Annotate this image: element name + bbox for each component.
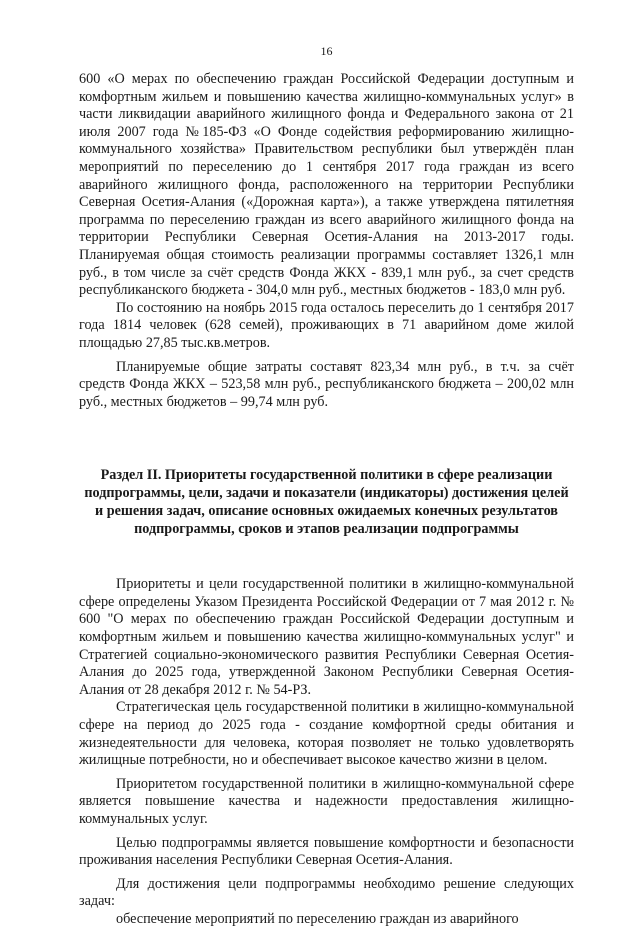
- paragraph-planned-costs: Планируемые общие затраты составят 823,34 млн руб., в т.ч. за счёт средств Фонда ЖКХ – 523,58 млн руб., республиканского бюджета – 200,02 млн руб., местных бюджетов – 99,74 млн руб.: [79, 358, 574, 410]
- paragraph-priorities: Приоритеты и цели государственной политики в жилищно-коммунальной сфере определены Указом Президента Российской Федерации от 7 мая 2012 г. № 600 "О мерах по обеспечению граждан Российской Федерации доступным и комфортным жильем и повышению качества жилищно-коммунальных услуг" и Стратегией социально-экономического развития Республики Северная Осетия-Алания до 2025 года, утвержденной Законом Республики Северная Осетия-Алания от 28 декабря 2012 г. № 54-РЗ.: [79, 576, 574, 698]
- paragraph-strategic-goal: Стратегическая цель государственной политики в жилищно-коммунальной сфере на период до 2025 года - создание комфортной среды обитания и жизнедеятельности для человека, которая позволяет не только удовлетворять жилищные потребности, но и обеспечивает высокое качество жизни в целом.: [79, 699, 574, 769]
- paragraph-task-item: обеспечение мероприятий по переселению граждан из аварийного: [116, 910, 519, 927]
- paragraph-remaining-resettlement: По состоянию на ноябрь 2015 года осталось переселить до 1 сентября 2017 года 1814 человек (628 семей), проживающих в 71 аварийном доме жилой площадью 27,85 тыс.кв.метров.: [79, 299, 574, 351]
- paragraph-tasks-intro: Для достижения цели подпрограммы необходимо решение следующих задач:: [79, 875, 574, 910]
- paragraph-subprogram-goal: Целью подпрограммы является повышение комфортности и безопасности проживания населения Республики Северная Осетия-Алания.: [79, 834, 574, 869]
- paragraph-priority: Приоритетом государственной политики в жилищно-коммунальной сфере является повышение качества и надежности предоставления жилищно-коммунальных услуг.: [79, 775, 574, 827]
- page-number: 16: [320, 44, 333, 58]
- section-title: Раздел II. Приоритеты государственной политики в сфере реализации подпрограммы, цели, задачи и показатели (индикаторы) достижения целей и решения задач, описание основных ожидаемых конечных результатов подпрограммы, сроков и этапов реализации подпрограммы: [84, 467, 569, 538]
- paragraph-intro-continuation: 600 «О мерах по обеспечению граждан Российской Федерации доступным и комфортным жильем и повышению качества жилищно-коммунальных услуг» в части ликвидации аварийного жилищного фонда и Федерального закона от 21 июля 2007 года №185-ФЗ «О Фонде содействия реформированию жилищно-коммунального хозяйства» Правительством республики был утверждён план мероприятий по переселению до 1 сентября 2017 года граждан из всего аварийного жилищного фонда, расположенного на территории Республики Северная Осетия-Алания («Дорожная карта»), а также утверждена пятилетняя программа по переселению граждан из всего аварийного жилищного фонда на территории Республики Северная Осетия-Алания на 2013-2017 годы. Планируемая общая стоимость реализации программы составляет 1326,1 млн руб., в том числе за счёт средств Фонда ЖКХ - 839,1 млн руб., за счет средств республиканского бюджета - 304,0 млн руб., местных бюджетов - 183,0 млн руб.: [79, 71, 574, 299]
